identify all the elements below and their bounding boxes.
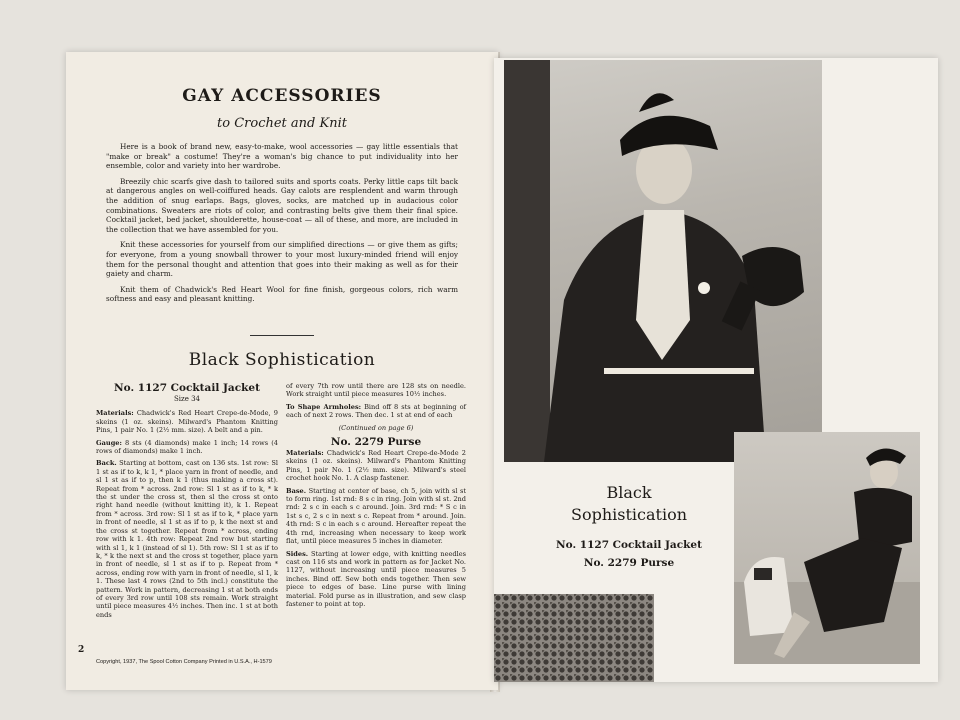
jacket-heading: No. 1127 Cocktail Jacket [114,382,260,394]
intro-paragraph: Knit these accessories for yourself from our simplified directions — or give them as gifts; for everyone, from a young snowball thrower to your most luxury-minded friend will enjoy them for the personal thought and attention that goes into their making as well as for their gaiety and charm. [106,240,458,279]
materials-text: Chadwick's Red Heart Crepe-de-Mode, 9 skeins (1 oz. skeins). Milward's Phantom Knitting Pins, 1 pair No. 1 (2½ mm. size). A belt and a pin. [96,409,278,435]
page-number: 2 [78,645,85,655]
purse-materials [286,449,466,483]
purse-base [286,487,466,546]
caption-title: Black [606,483,652,502]
photo-caption [542,482,716,572]
materials-text: Chadwick's Red Heart Crepe-de-Mode 2 skeins (1 oz. skeins). Milward's Phantom Knitting Pins, 1 pair No. 1 (2½ mm. size). Milward's steel crochet hook No. 1. A clasp fastener. [286,449,466,483]
armholes-text: Bind off 8 sts at beginning of each of next 2 rows. Then dec. 1 st at end of each [286,402,466,420]
armholes-label: To Shape Armholes: [286,402,362,411]
caption-item: No. 1127 Cocktail Jacket [556,539,702,551]
gauge-text: 8 sts (4 diamonds) make 1 inch; 14 rows (4 rows of diamonds) make 1 inch. [96,438,278,456]
jacket-gauge [96,439,278,456]
intro-paragraph: Breezily chic scarfs give dash to tailored suits and sports coats. Perky little caps tilt back at dangerous angles on well-coiffured heads. Gay calots are resplendent and warm through the addition of snug earlaps. Bags, gloves, socks, are matched up in audacious color combinations. Sweaters are riots of color, and contrasting belts give them their final spice. Cocktail jacket, bed jacket, shoulderette, house-coat — all of these, and more, are included in the collection that we have assembled for you. [106,176,458,234]
base-text: Starting at center of base, ch 5, join with sl st to form ring. 1st rnd: 8 s c in ring. Join with sl st. 2nd rnd: 2 s c in each s c around. Join. 3rd rnd: * S c in 1st s c, 2 s c in next s c. Repeat from * around. Join. 4th rnd: S c in each s c around. Hereafter repeat the 4th rnd, increasing when necessary to keep work flat, until piece measures 5 inches in diameter. [286,486,466,546]
section-title: Black Sophistication [188,350,376,370]
page-subtitle: to Crochet and Knit [217,116,347,131]
purse-instructions [286,382,466,612]
jacket-continued: of every 7th row until there are 128 sts on needle. Work straight until piece measures 10½ inches. [286,382,466,399]
materials-label: Materials: [96,409,134,418]
left-page [66,52,498,690]
intro-paragraph: Knit them of Chadwick's Red Heart Wool for fine finish, gorgeous colors, rich warm softness and easy and pleasant knitting. [106,284,458,304]
back-text: Starting at bottom, cast on 136 sts. 1st row: Sl 1 st as if to k, k 1, * place yarn in front of needle, and sl 1 st as if to p, then k 1 (thus making a cross st). Repeat from * across. 2nd row: Sl 1 st as if to k, * k the st under the cross st, then sl the cross st onto right hand needle (without knitting it), k 1. Repeat from * across. 3rd row: Sl 1 st as if to k, * place yarn in front of needle, sl 1 st as if to p, k the next st and the cross st together. Repeat from * across, ending row with k 1. 4th row: Repeat 2nd row but starting with sl 1, k 1 (instead of sl 1). 5th row: Sl 1 st as if to k, * k the next st and the cross st together, place yarn in front of needle, sl 1 st as if to p. Repeat from * across, ending row with yarn in front of needle, sl 1, k 1. These last 4 rows (2nd to 5th incl.) constitute the pattern. Work in pattern, decreasing 1 st at both ends of every 3rd row until 108 sts remain. Work straight until piece measures 4½ inches. Then inc. 1 st at both ends [96,459,278,619]
caption-title: Sophistication [571,505,687,524]
copyright-line: Copyright, 1937, The Spool Cotton Company Printed in U.S.A., H-1579 [96,659,272,665]
gauge-label: Gauge: [96,438,122,447]
intro-text [106,142,458,310]
purse-heading: No. 2279 Purse [330,436,422,449]
page-title: GAY ACCESSORIES [182,86,382,106]
purse-sides [286,550,466,609]
jacket-armholes [286,403,466,420]
model-illustration [504,60,822,462]
materials-label: Materials: [286,449,324,458]
intro-paragraph: Here is a book of brand new, easy-to-make, wool accessories — gay little essentials that "make or break" a costume! They're a woman's big chance to put individuality into her ensemble, color and variety into her wardrobe. [106,142,458,171]
caption-item: No. 2279 Purse [583,557,675,569]
jacket-size: Size 34 [174,395,200,403]
model-photo [504,60,822,462]
seated-model-illustration [734,432,920,664]
base-label: Base. [286,486,307,495]
jacket-materials [96,409,278,434]
stitch-swatch-photo [494,594,654,682]
divider [250,335,314,336]
back-label: Back. [96,459,117,468]
jacket-instructions [96,382,278,623]
right-page [494,58,938,682]
seated-model-photo [734,432,920,664]
sides-label: Sides. [286,549,309,558]
continued-note: (Continued on page 6) [338,423,414,432]
jacket-back [96,459,278,619]
sides-text: Starting at lower edge, with knitting needles cast on 116 sts and work in pattern as for Jacket No. 1127, without increasing until piece measures 5 inches. Bind off. Sew both ends together. Then sew piece to edges of base. Line purse with lining material. Fold purse as in illustration, and sew clasp fastener to point at top. [286,549,466,608]
